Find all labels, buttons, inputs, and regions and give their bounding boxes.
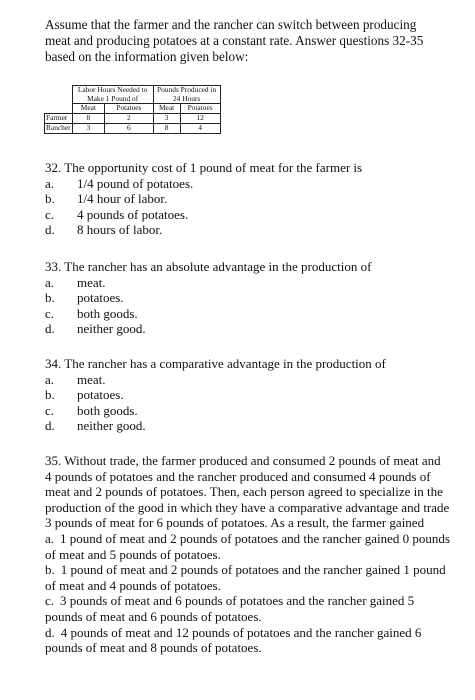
production-table	[44, 85, 221, 134]
question-34	[45, 356, 450, 434]
question-stem: 34. The rancher has a comparative advantage in the production of	[45, 356, 386, 371]
row-label-rancher: Rancher	[46, 123, 71, 133]
option-letter: c.	[45, 206, 55, 222]
option-letter: d.	[45, 418, 55, 434]
sub-header-meat-hours: Meat	[72, 104, 105, 114]
table-cell: 6	[105, 124, 153, 134]
answer-option-a[interactable]	[45, 531, 450, 562]
table-group-header-row	[45, 86, 221, 104]
option-text: 1/4 pound of potatoes.	[77, 175, 194, 191]
option-letter: b.	[45, 562, 55, 578]
intro-paragraph: Assume that the farmer and the rancher can switch between producing meat and producing potatoes at a constant rate. Answer questions 32-35 based on the information given below:	[45, 17, 424, 64]
option-text: both goods.	[77, 402, 138, 418]
option-text: meat.	[77, 274, 106, 290]
sub-header-potatoes-pounds: Potatoes	[180, 104, 220, 114]
answer-option-c[interactable]	[45, 403, 450, 419]
table-row	[45, 114, 221, 124]
table-cell: 3	[153, 114, 180, 124]
question-35	[45, 453, 450, 656]
table-cell: 4	[180, 124, 220, 134]
option-letter: b.	[45, 191, 55, 207]
answer-option-a[interactable]	[45, 275, 450, 291]
option-text: neither good.	[77, 418, 146, 434]
answer-option-c[interactable]	[45, 593, 450, 624]
option-text: both goods.	[77, 305, 138, 321]
answer-option-d[interactable]	[45, 418, 450, 434]
table-corner	[45, 86, 73, 104]
option-text: 1/4 hour of labor.	[77, 191, 168, 207]
option-letter: a.	[45, 530, 55, 546]
answer-option-d[interactable]	[45, 321, 450, 337]
option-letter: a.	[45, 175, 55, 191]
option-letter: d.	[45, 222, 55, 238]
option-letter: c.	[45, 402, 55, 418]
option-text: neither good.	[77, 321, 146, 337]
option-text: 4 pounds of potatoes.	[77, 206, 189, 222]
table-cell: 12	[180, 114, 220, 124]
sub-header-potatoes-hours: Potatoes	[105, 104, 153, 114]
table-cell: 2	[105, 114, 153, 124]
row-label-farmer: Farmer	[45, 114, 73, 124]
question-stem: 33. The rancher has an absolute advantage in the production of	[45, 259, 372, 274]
option-letter: b.	[45, 387, 55, 403]
option-text: 8 hours of labor.	[77, 222, 163, 238]
question-32	[45, 160, 450, 238]
option-letter: c.	[45, 305, 55, 321]
option-text: 1 pound of meat and 2 pounds of potatoes and the rancher gained 1 pound of meat and 4 pounds of potatoes.	[45, 562, 446, 593]
sub-header-meat-pounds: Meat	[153, 104, 180, 114]
group-header-labor-hours: Labor Hours Needed to Make 1 Pound of	[72, 86, 153, 104]
answer-option-a[interactable]	[45, 176, 450, 192]
option-text: 1 pound of meat and 2 pounds of potatoes and the rancher gained 0 pounds of meat and 5 pounds of potatoes.	[45, 530, 450, 562]
table-row	[45, 124, 221, 134]
table-cell: 3	[72, 124, 105, 134]
option-letter: b.	[45, 290, 55, 306]
option-text: meat.	[77, 371, 106, 387]
table-sub-header-row	[45, 104, 221, 114]
option-letter: c.	[45, 593, 55, 609]
answer-option-c[interactable]	[45, 306, 450, 322]
option-letter: a.	[45, 371, 55, 387]
question-33	[45, 259, 450, 337]
option-letter: d.	[45, 321, 55, 337]
answer-option-d[interactable]	[45, 222, 450, 238]
group-header-pounds-produced: Pounds Produced in 24 Hours	[153, 86, 220, 104]
question-stem: 35. Without trade, the farmer produced and consumed 2 pounds of meat and 4 pounds of potatoes and the rancher produced and consumed 4 pounds of meat and 2 pounds of potatoes. Then, each person agreed to specialize in the production of the good in which they have a comparative advantage and trade 3 pounds of meat for 6 pounds of potatoes. As a result, the farmer gained	[45, 453, 450, 531]
option-letter: a.	[45, 274, 55, 290]
answer-option-d[interactable]	[45, 625, 450, 656]
answer-option-a[interactable]	[45, 372, 450, 388]
table-corner-2	[45, 104, 73, 114]
answer-option-b[interactable]	[45, 191, 450, 207]
table-cell: 8	[72, 114, 105, 124]
table-cell: 8	[153, 124, 180, 134]
answer-option-c[interactable]	[45, 207, 450, 223]
option-text: potatoes.	[77, 290, 124, 306]
answer-option-b[interactable]	[45, 562, 450, 593]
question-stem: 32. The opportunity cost of 1 pound of meat for the farmer is	[45, 160, 363, 175]
option-letter: d.	[45, 624, 55, 640]
option-text: potatoes.	[77, 387, 124, 403]
option-text: 4 pounds of meat and 12 pounds of potatoes and the rancher gained 6 pounds of meat and 8 pounds of potatoes.	[45, 624, 422, 656]
option-text: 3 pounds of meat and 6 pounds of potatoes and the rancher gained 5 pounds of meat and 6 pounds of potatoes.	[45, 593, 415, 624]
answer-option-b[interactable]	[45, 290, 450, 306]
answer-option-b[interactable]	[45, 387, 450, 403]
